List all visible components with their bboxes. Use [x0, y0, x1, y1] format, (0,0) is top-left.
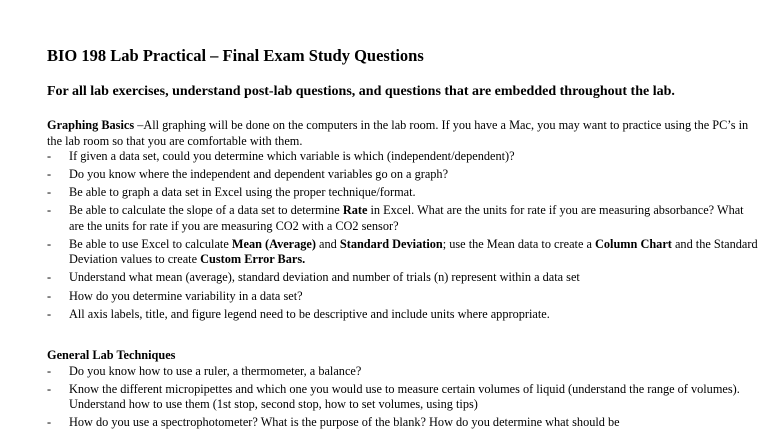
graphing-basics-list: [47, 149, 759, 322]
intro-instruction: For all lab exercises, understand post-lab questions, and questions that are embedded throughout the lab.: [47, 84, 675, 99]
list-item: - Be able to use Excel to calculate Mean (Average) and Standard Deviation; use the Mean data to create a Column Chart and the Standard Deviation values to create Custom Error Bars.: [47, 237, 759, 268]
graphing-basics-section: [47, 118, 759, 325]
list-item: - Know the different micropipettes and which one you would use to measure certain volumes of liquid (understand the range of volumes). Understand how to use them (1st stop, second stop, how to set volumes, using tips): [47, 382, 759, 413]
list-item: - All axis labels, title, and figure legend need to be descriptive and include units where appropriate.: [47, 307, 759, 323]
list-item: - Understand what mean (average), standard deviation and number of trials (n) represent within a data set: [47, 270, 759, 286]
general-lab-techniques-heading: General Lab Techniques: [47, 348, 176, 362]
graphing-basics-heading: Graphing Basics: [47, 118, 135, 132]
list-item: - Be able to graph a data set in Excel using the proper technique/format.: [47, 185, 759, 201]
general-lab-techniques-section: [47, 348, 759, 433]
list-item: - How do you use a spectrophotometer? What is the purpose of the blank? How do you determine what should be: [47, 415, 759, 431]
document-title: BIO 198 Lab Practical – Final Exam Study Questions: [47, 46, 424, 65]
graphing-basics-lead: –All graphing will be done on the computers in the lab room. If you have a Mac, you may want to practice using the PC’s in the lab room so that you are comfortable with them.: [47, 118, 749, 148]
list-item: - How do you determine variability in a data set?: [47, 289, 759, 305]
graphing-basics-intro: [47, 118, 759, 149]
list-item: - Do you know where the independent and dependent variables go on a graph?: [47, 167, 759, 183]
list-item: - If given a data set, could you determine which variable is which (independent/dependent)?: [47, 149, 759, 165]
list-item: - Do you know how to use a ruler, a thermometer, a balance?: [47, 364, 759, 380]
general-lab-techniques-list: [47, 364, 759, 431]
list-item: - Be able to calculate the slope of a data set to determine Rate in Excel. What are the units for rate if you are measuring absorbance? What are the units for rate if you are measuring CO2 with a CO2 sensor?: [47, 203, 759, 234]
